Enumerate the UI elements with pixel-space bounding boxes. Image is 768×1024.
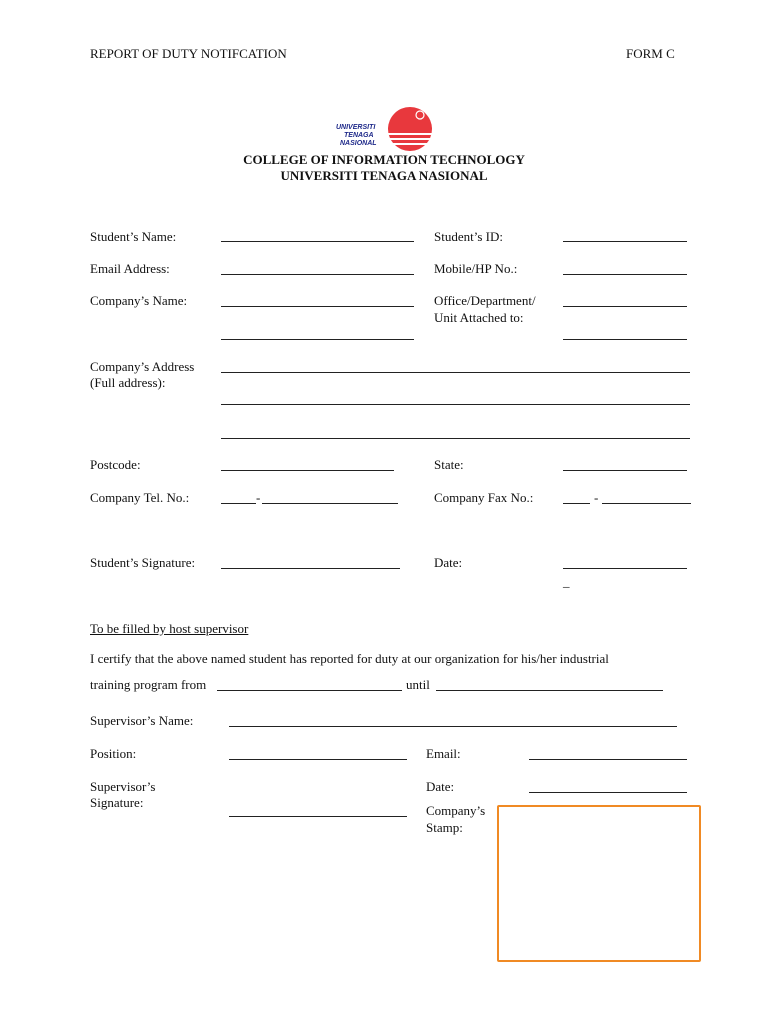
company-address-field-3[interactable] (221, 438, 690, 439)
office-label-line2: Unit Attached to: (434, 310, 524, 325)
student-name-field[interactable] (221, 241, 414, 242)
office-field[interactable] (563, 306, 687, 307)
supervisor-name-label: Supervisor’s Name: (90, 713, 194, 728)
state-field[interactable] (563, 470, 687, 471)
position-label: Position: (90, 746, 137, 761)
student-date-label: Date: (434, 555, 463, 570)
college-name: COLLEGE OF INFORMATION TECHNOLOGY (243, 152, 525, 167)
supervisor-name-field[interactable] (229, 726, 677, 727)
company-stamp-label-line1: Company’s (426, 803, 486, 818)
company-tel-separator: - (256, 490, 261, 505)
supervisor-section-heading: To be filled by host supervisor (90, 621, 249, 636)
student-date-field[interactable] (563, 568, 687, 569)
mobile-field[interactable] (563, 274, 687, 275)
university-name: UNIVERSITI TENAGA NASIONAL (280, 168, 488, 183)
supervisor-signature-label-line1: Supervisor’s (90, 779, 156, 794)
university-logo (334, 103, 434, 155)
email-field[interactable] (221, 274, 414, 275)
student-id-field[interactable] (563, 241, 687, 242)
student-signature-field[interactable] (221, 568, 400, 569)
certify-statement: I certify that the above named student has reported for duty at our organization for his/her industrial (90, 651, 609, 666)
company-address-field-1[interactable] (221, 372, 690, 373)
email-label: Email Address: (90, 261, 170, 276)
student-date-trailing-mark: _ (563, 574, 570, 589)
supervisor-signature-label-line2: Signature: (90, 795, 144, 810)
supervisor-date-field[interactable] (529, 792, 687, 793)
company-tel-area-field[interactable] (221, 503, 256, 504)
supervisor-signature-field[interactable] (229, 816, 407, 817)
company-name-field[interactable] (221, 306, 414, 307)
form-code: FORM C (626, 46, 675, 61)
logo-word-3: NASIONAL (340, 140, 377, 147)
company-fax-area-field[interactable] (563, 503, 590, 504)
company-stamp-box[interactable] (497, 805, 701, 962)
supervisor-email-label: Email: (426, 746, 461, 761)
company-tel-number-field[interactable] (262, 503, 398, 504)
program-until-date-field[interactable] (436, 690, 663, 691)
company-fax-label: Company Fax No.: (434, 490, 534, 505)
company-fax-number-field[interactable] (602, 503, 691, 504)
program-from-label: training program from (90, 677, 207, 692)
company-fax-separator: - (594, 490, 599, 505)
program-until-label: until (406, 677, 430, 692)
student-signature-label: Student’s Signature: (90, 555, 196, 570)
company-address-label-line1: Company’s Address (90, 359, 195, 374)
program-from-date-field[interactable] (217, 690, 402, 691)
company-stamp-label-line2: Stamp: (426, 820, 463, 835)
company-tel-label: Company Tel. No.: (90, 490, 190, 505)
logo-word-1: UNIVERSITI (336, 124, 376, 131)
company-address-field-2[interactable] (221, 404, 690, 405)
supervisor-email-field[interactable] (529, 759, 687, 760)
postcode-label: Postcode: (90, 457, 141, 472)
logo-word-2: TENAGA (344, 132, 374, 139)
student-id-label: Student’s ID: (434, 229, 503, 244)
report-title: REPORT OF DUTY NOTIFCATION (90, 46, 287, 61)
office-label-line1: Office/Department/ (434, 293, 536, 308)
company-address-label-line2: (Full address): (90, 375, 166, 390)
company-name-field-2[interactable] (221, 339, 414, 340)
state-label: State: (434, 457, 464, 472)
company-name-label: Company’s Name: (90, 293, 188, 308)
postcode-field[interactable] (221, 470, 394, 471)
supervisor-date-label: Date: (426, 779, 455, 794)
position-field[interactable] (229, 759, 407, 760)
office-field-2[interactable] (563, 339, 687, 340)
mobile-label: Mobile/HP No.: (434, 261, 518, 276)
student-name-label: Student’s Name: (90, 229, 177, 244)
